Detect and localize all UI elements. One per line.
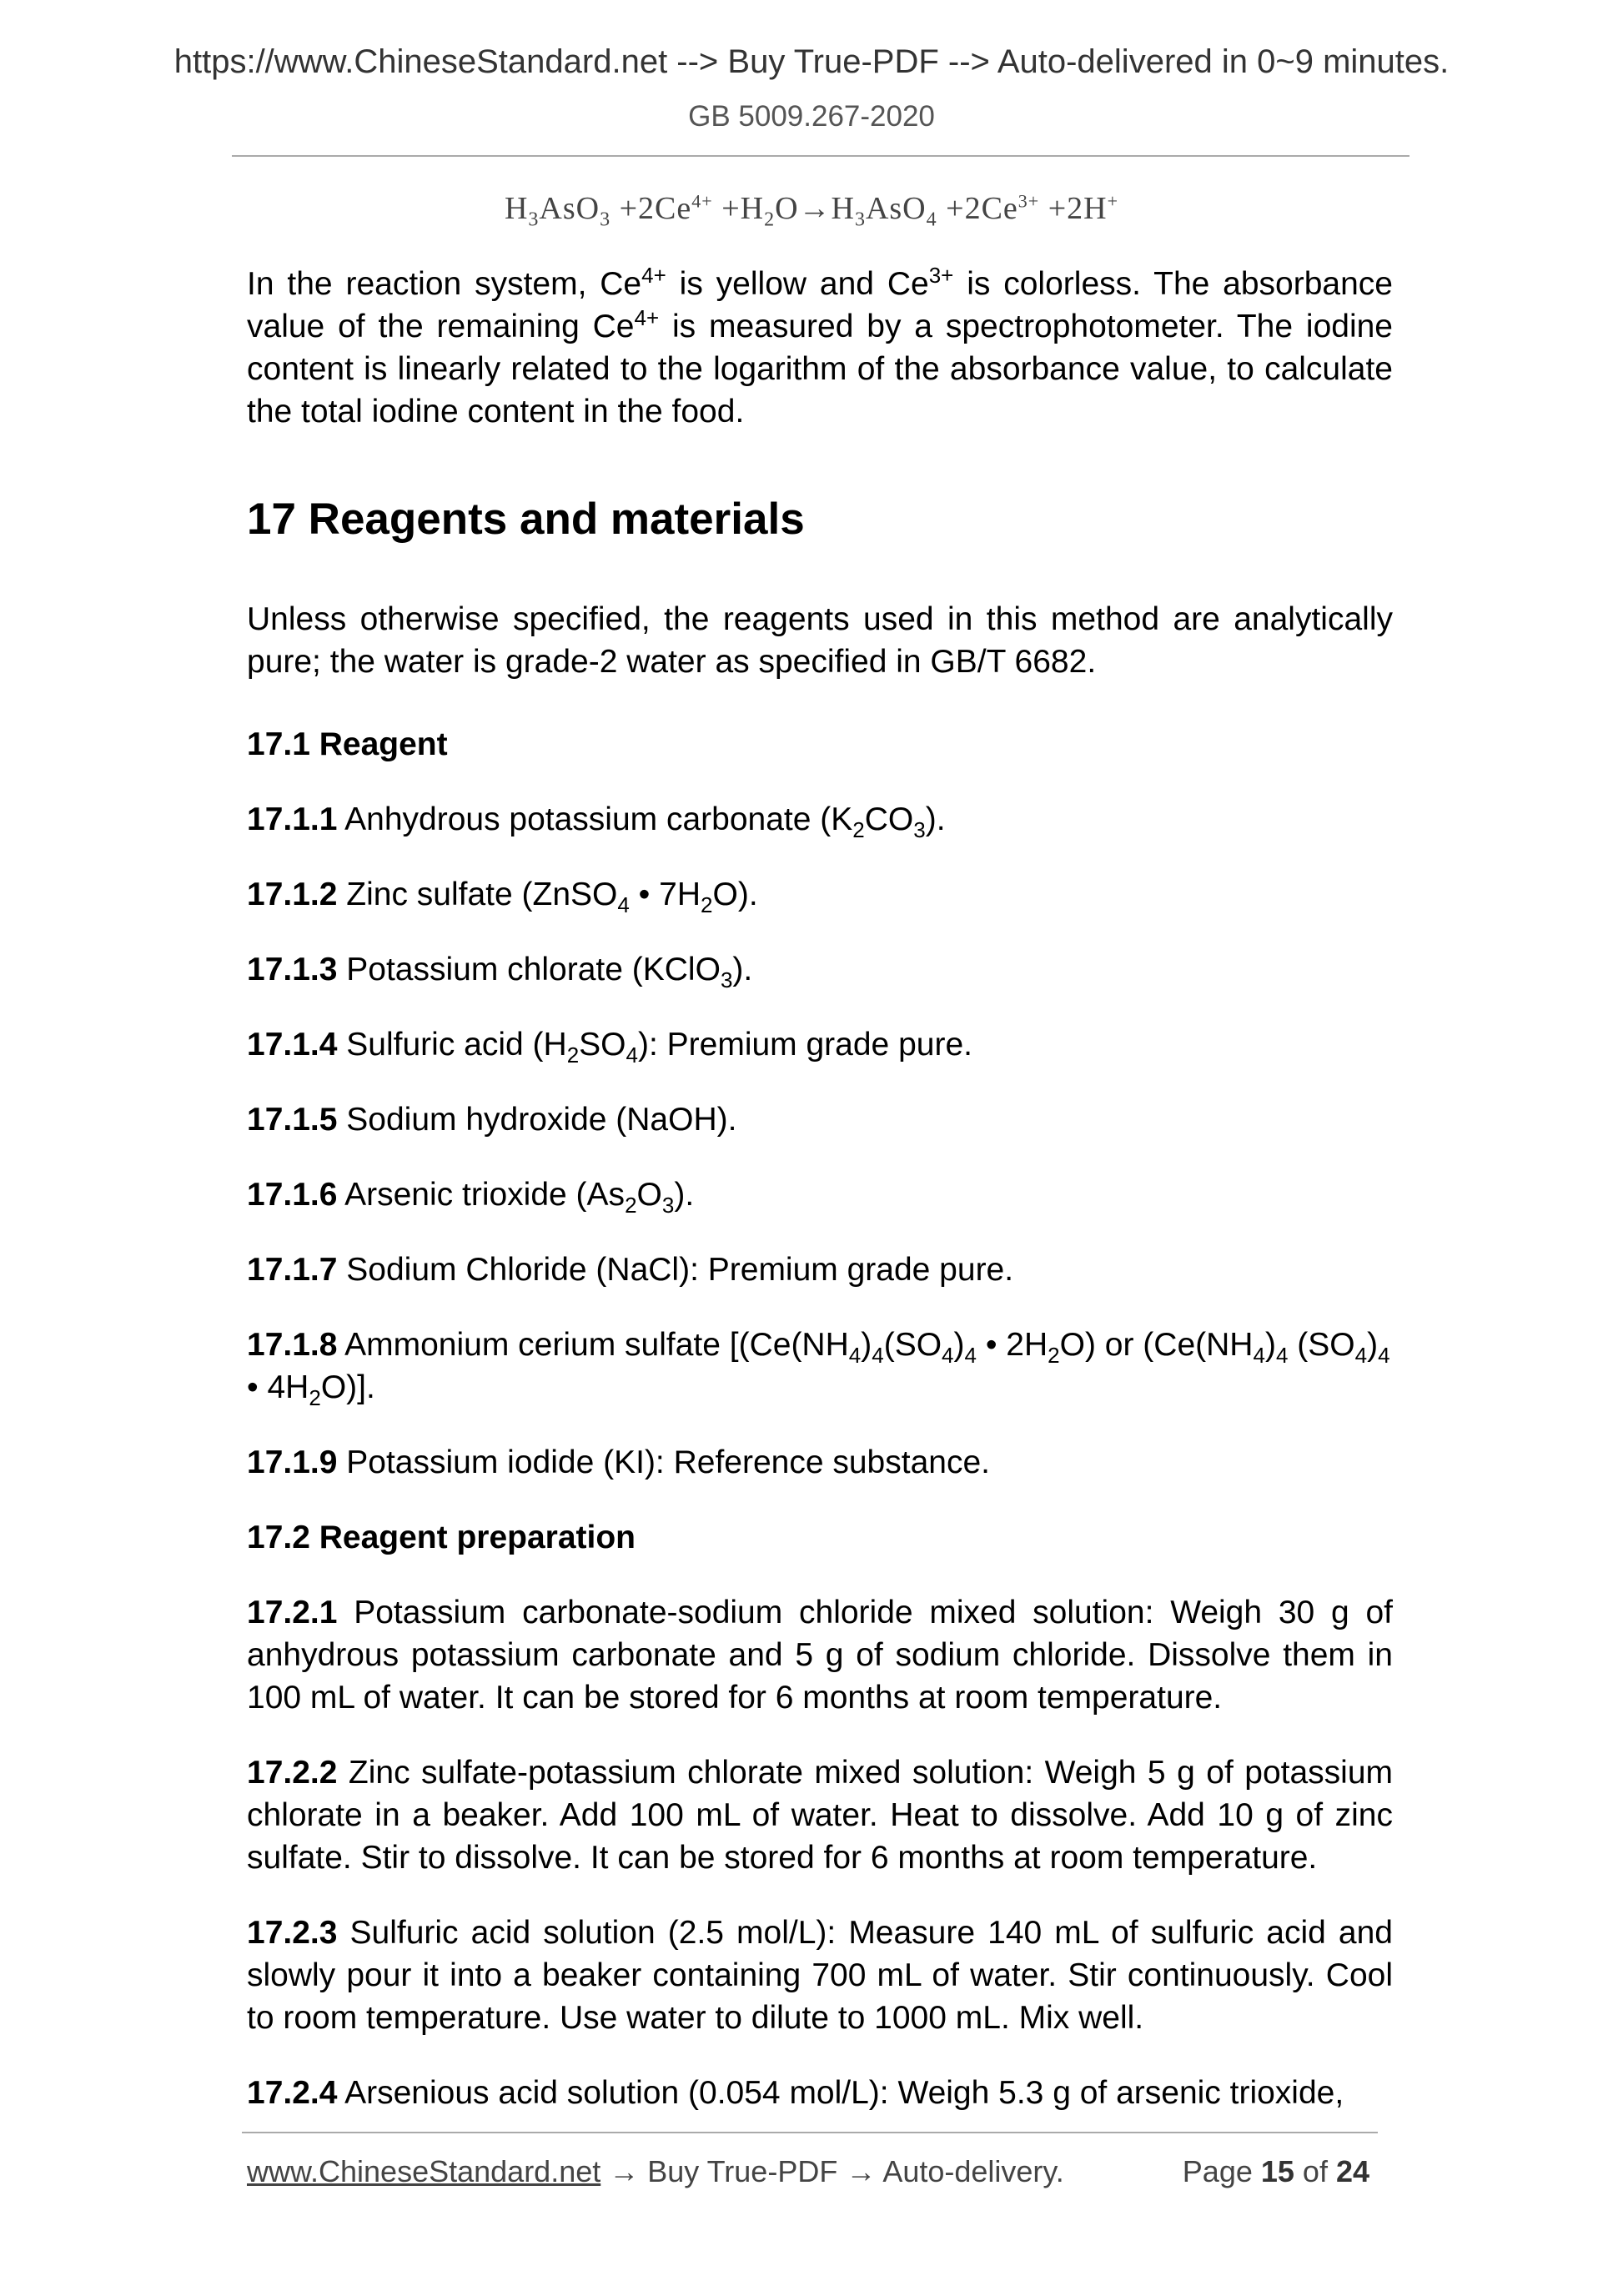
- section-intro: Unless otherwise specified, the reagents used in this method are analytically pure; the water is grade-2 water as specified in GB/T 6682.: [247, 601, 1393, 680]
- reagent-item: 17.1.2 Zinc sulfate (ZnSO$_4$ • $7H_2O$).: [247, 877, 758, 917]
- page-indicator: Page 15 of 24: [1182, 2154, 1369, 2188]
- intro-paragraph: In the reaction system, $Ce^{4+}$ is yellow and $Ce^{3+}$ is colorless. The absorbance value of the remaining $Ce^{4+}$ is measured by a spectrophotometer. The iodine content is linearly related to the logarithm of the absorbance value, to calculate the total iodine content in the food.: [247, 263, 1393, 430]
- reagent-item: 17.1.1 Anhydrous potassium carbonate $(K_2CO_3)$.: [247, 801, 946, 842]
- footer-tagline: → Buy True-PDF → Auto-delivery.: [600, 2154, 1064, 2188]
- preparation-paragraph: 17.2.2 Zinc sulfate-potassium chlorate mixed solution: Weigh 5 g of potassium chlorate in a beaker. Add 100 mL of water. Heat to dissolve. Add 10 g of zinc sulfate. Stir to dissolve. It can be stored for 6 months at room temperature.: [247, 1755, 1393, 1876]
- section-heading: 17 Reagents and materials: [247, 495, 805, 544]
- header-banner: https://www.ChineseStandard.net --> Buy True-PDF --> Auto-delivered in 0~9 minutes.: [173, 43, 1450, 80]
- chemical-equation: $H_3AsO_3 +2Ce^{4+} +H_2O\to H_3AsO_4 +2Ce^{3+} +2H^+$: [504, 190, 1119, 231]
- reagent-item: 17.1.3 Potassium chlorate (KClO$_3$).: [247, 952, 753, 992]
- subsection-heading-reagent: 17.1 Reagent: [247, 726, 448, 762]
- reagent-item: 17.1.8 Ammonium cerium sulfate [($Ce(NH_4)_4(SO_4)_4$ • $2H_2O$) or ($Ce(NH_4)_4$ $(SO_4)_4$ • $4H_2O$)].: [247, 1327, 1390, 1410]
- standard-code: GB 5009.267-2020: [688, 100, 935, 133]
- preparation-paragraph: 17.2.3 Sulfuric acid solution (2.5 mol/L): Measure 140 mL of sulfuric acid and slowly pour it into a beaker containing 700 mL of water. Stir continuously. Cool to room temperature. Use water to dilute to 1000 mL. Mix well.: [247, 1915, 1393, 2036]
- subsection-heading-preparation: 17.2 Reagent preparation: [247, 1520, 636, 1555]
- document-body: [247, 263, 1393, 2147]
- reagent-item: 17.1.4 Sulfuric acid $(H_2SO_4)$: Premium grade pure.: [247, 1027, 972, 1068]
- preparation-paragraph: 17.2.1 Potassium carbonate-sodium chloride mixed solution: Weigh 30 g of anhydrous potassium carbonate and 5 g of sodium chloride. Dissolve them in 100 mL of water. It can be stored for 6 months at room temperature.: [247, 1595, 1393, 1716]
- header-divider: [232, 155, 1409, 157]
- footer-site-link[interactable]: www.ChineseStandard.net: [247, 2154, 601, 2188]
- preparation-paragraph: 17.2.4 Arsenious acid solution (0.054 mol/L): Weigh 5.3 g of arsenic trioxide,: [247, 2075, 1344, 2111]
- page-footer: [247, 2154, 1378, 2189]
- footer-divider: [242, 2132, 1378, 2133]
- reagent-item: 17.1.6 Arsenic trioxide $(As_2O_3)$.: [247, 1177, 695, 1218]
- reagent-item: 17.1.5 Sodium hydroxide (NaOH).: [247, 1102, 737, 1138]
- reagent-item: 17.1.7 Sodium Chloride (NaCl): Premium grade pure.: [247, 1252, 1014, 1288]
- reagent-item: 17.1.9 Potassium iodide (KI): Reference substance.: [247, 1444, 990, 1480]
